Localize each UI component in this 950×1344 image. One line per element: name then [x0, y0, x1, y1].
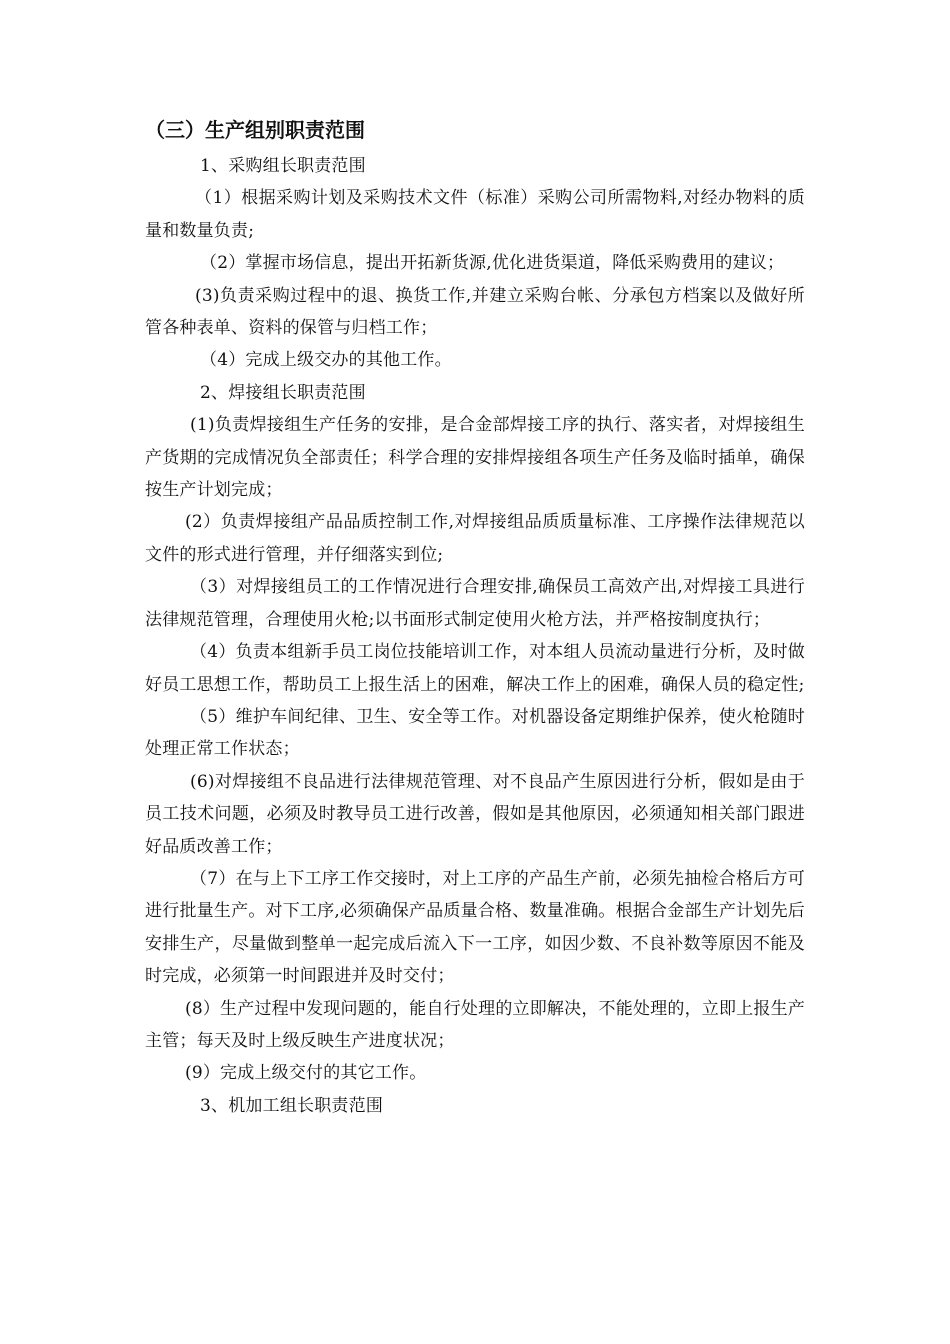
paragraph: （2）掌握市场信息，提出开拓新货源,优化进货渠道，降低采购费用的建议；: [200, 253, 785, 274]
paragraph: (1)负责焊接组生产任务的安排，是合金部焊接工序的执行、落实者，对焊接组生产货期的完成情况负全部责任；科学合理的安排焊接组各项生产任务及临时插单，确保按生产计划完成；: [145, 415, 805, 501]
paragraph: (2）负责焊接组产品品质控制工作,对焊接组品质质量标准、工序操作法律规范以文件的形式进行管理，并仔细落实到位;: [145, 512, 805, 565]
paragraph: （1）根据采购计划及采购技术文件（标准）采购公司所需物料,对经办物料的质量和数量负责;: [145, 188, 805, 241]
paragraph: (6)对焊接组不良品进行法律规范管理、对不良品产生原因进行分析，假如是由于员工技术问题，必须及时教导员工进行改善，假如是其他原因，必须通知相关部门跟进好品质改善工作；: [145, 771, 805, 857]
paragraph: （7）在与上下工序工作交接时，对上工序的产品生产前，必须先抽检合格后方可进行批量生产。对下工序,必须确保产品质量合格、数量准确。根据合金部生产计划先后安排生产，尽量做到整单一起完成后流入下一工序，如因少数、不良补数等原因不能及时完成，必须第一时间跟进并及时交付；: [145, 868, 805, 987]
paragraph: (8）生产过程中发现问题的，能自行处理的立即解决，不能处理的，立即上报生产主管；每天及时上级反映生产进度状况；: [145, 998, 805, 1051]
document-body: [145, 150, 805, 1122]
paragraph: （3）对焊接组员工的工作情况进行合理安排,确保员工高效产出,对焊接工具进行法律规范管理，合理使用火枪;以书面形式制定使用火枪方法，并严格按制度执行；: [145, 577, 805, 630]
paragraph: (9）完成上级交付的其它工作。: [185, 1063, 427, 1084]
subsection-title-machining: 3、机加工组长职责范围: [200, 1095, 384, 1116]
subsection-title-purchasing: 1、采购组长职责范围: [200, 156, 366, 176]
section-heading: （三）生产组别职责范围: [145, 118, 365, 142]
paragraph: （5）维护车间纪律、卫生、安全等工作。对机器设备定期维护保养，使火枪随时处理正常工作状态；: [145, 706, 805, 760]
subsection-title-welding: 2、焊接组长职责范围: [200, 382, 366, 403]
paragraph: （4）负责本组新手员工岗位技能培训工作，对本组人员流动量进行分析，及时做好员工思想工作，帮助员工上报生活上的困难，解决工作上的困难，确保人员的稳定性;: [145, 642, 805, 695]
paragraph: （4）完成上级交办的其他工作。: [200, 350, 452, 371]
paragraph: (3)负责采购过程中的退、换货工作,并建立采购台帐、分承包方档案以及做好所管各种表单、资料的保管与归档工作；: [145, 285, 805, 339]
